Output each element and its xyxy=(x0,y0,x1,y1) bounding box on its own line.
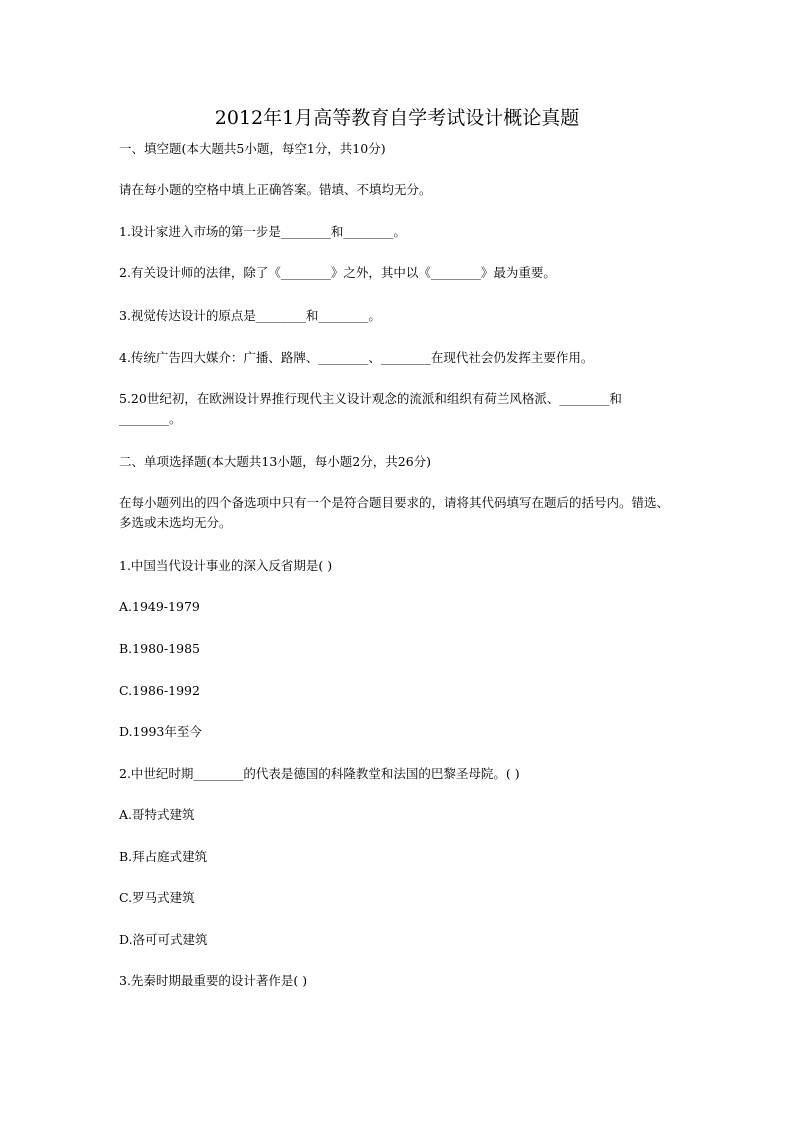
fill-question-2: 2.有关设计师的法律，除了《________》之外，其中以《________》最为重要。 xyxy=(119,265,556,280)
choice-question-1-option-d: D.1993年至今 xyxy=(119,724,202,739)
choice-question-1-stem: 1.中国当代设计事业的深入反省期是( ) xyxy=(119,558,333,573)
choice-question-2-stem: 2.中世纪时期________的代表是德国的科隆教堂和法国的巴黎圣母院。( ) xyxy=(119,766,520,781)
section2-instruction: 在每小题列出的四个备选项中只有一个是符合题目要求的，请将其代码填写在题后的括号内。错选、多选或未选均无分。 xyxy=(119,495,670,530)
choice-question-1-option-a: A.1949-1979 xyxy=(119,599,200,614)
fill-question-3: 3.视觉传达设计的原点是________和________。 xyxy=(119,308,381,323)
choice-question-3-stem: 3.先秦时期最重要的设计著作是( ) xyxy=(119,973,308,988)
choice-question-1-option-b: B.1980-1985 xyxy=(119,641,201,656)
page-title: 2012年1月高等教育自学考试设计概论真题 xyxy=(214,107,580,129)
section2-heading: 二、单项选择题(本大题共13小题，每小题2分，共26分) xyxy=(119,454,432,469)
choice-question-1-option-c: C.1986-1992 xyxy=(119,683,200,698)
choice-question-2-option-d: D.洛可可式建筑 xyxy=(119,932,208,947)
section1-heading: 一、填空题(本大题共5小题，每空1分，共10分) xyxy=(119,141,386,156)
fill-question-4: 4.传统广告四大媒介：广播、路牌、________、________在现代社会仍发挥主要作用。 xyxy=(119,350,594,365)
choice-question-2-option-b: B.拜占庭式建筑 xyxy=(119,849,208,864)
fill-question-1: 1.设计家进入市场的第一步是________和________。 xyxy=(119,224,406,239)
choice-question-2-option-a: A.哥特式建筑 xyxy=(119,807,195,822)
fill-question-5: 5.20世纪初，在欧洲设计界推行现代主义设计观念的流派和组织有荷兰风格派、________和________。 xyxy=(119,391,622,426)
choice-question-2-option-c: C.罗马式建筑 xyxy=(119,890,195,905)
section1-instruction: 请在每小题的空格中填上正确答案。错填、不填均无分。 xyxy=(119,182,432,197)
